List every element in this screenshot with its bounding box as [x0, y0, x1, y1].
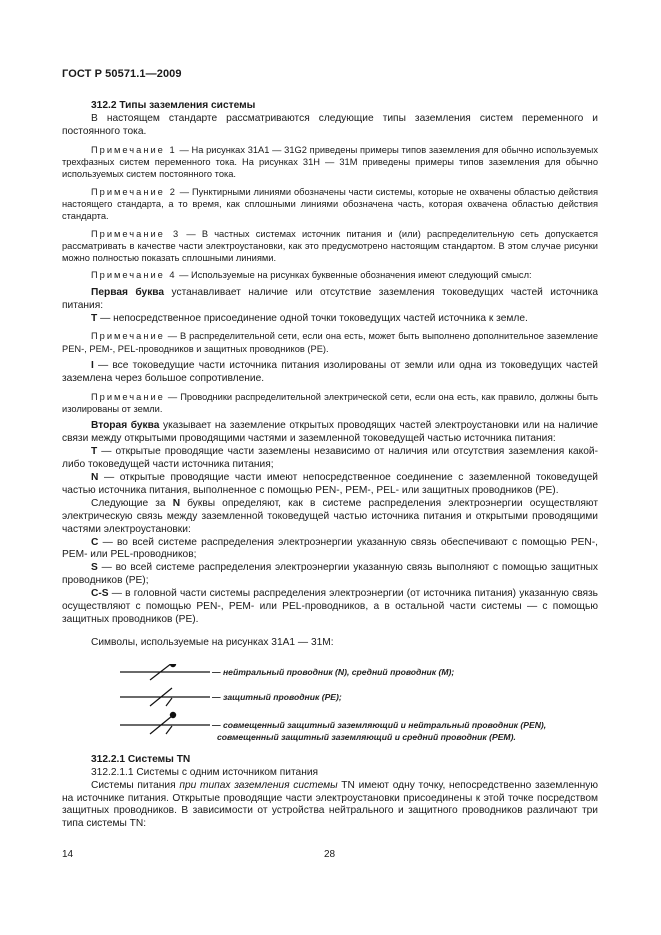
section-intro: В настоящем стандарте рассматриваются следующие типы заземления систем переменного и постоянного тока. — [62, 112, 598, 137]
legend-neutral: — нейтральный проводник (N), средний проводник (М); — [212, 666, 455, 677]
first-letter-note-2: Примечание — Проводники распределительной электрической сети, если она есть, как правило, должны быть изолированы от земли. — [62, 391, 598, 415]
combined-dot — [170, 712, 175, 717]
second-letter-paragraph: Вторая буква указывает на заземление открытых проводящих частей электроустановки или на наличие связи между открытыми проводящими частями и заземленной токоведущей частью источника питания: — [62, 420, 598, 445]
note-3: Примечание 3 — В частных системах источник питания и (или) распределительную сеть допускается рассматривать в качестве части электроустановки, как это предусмотрено настоящим стандартом. В этом случае рисунки можно полностью показать сплошными линиями. — [62, 228, 598, 264]
page-number-left: 14 — [62, 849, 74, 860]
document-header: ГОСТ Р 50571.1—2009 — [62, 68, 182, 80]
note-4: Примечание 4 — Используемые на рисунках буквенные обозначения имеют следующий смысл: — [91, 270, 532, 281]
second-letter-n: N — открытые проводящие части имеют непосредственное соединение с заземленной токоведущей частью источника питания, выполненное с помощью PEN-, PEM-, PEL- или защитных проводников (РЕ). — [62, 472, 598, 496]
page-number-center: 28 — [324, 849, 336, 860]
note-1: Примечание 1 — На рисунках 31А1 — 31G2 приведены примеры типов заземления для обычно используемых трехфазных систем переменного тока. На рисунках 31Н — 31М приведены примеры типов заземления для обычно используемых систем постоянного тока. — [62, 144, 598, 180]
document-body — [62, 100, 598, 831]
first-letter-paragraph: Первая буква устанавливает наличие или отсутствие заземления токоведущих частей источника питания: — [62, 286, 599, 311]
tn-paragraph: Системы питания при типах заземления системы TN имеют одну точку, непосредственно заземленную на источнике питания. Открытые проводящие части электроустановки присоединены к этой точке посредством защитных проводников. В зависимости от устройства нейтрального и защитного проводников различают три типа системы TN: — [62, 779, 598, 830]
protective-tick — [166, 698, 172, 706]
second-letter-after: Следующие за N буквы определяют, как в системе распределения электроэнергии осуществляют электрическую связь между заземленной токоведущей частью источника питания и открытыми проводящими частями электроустановки: — [62, 497, 598, 535]
second-letter-s: S — во всей системе распределения электроэнергии указанную связь выполняют с помощью защитных проводников (РЕ); — [62, 562, 598, 587]
legend-combined-2: совмещенный защитный заземляющий и средний проводник (PEM). — [217, 731, 516, 742]
second-letter-c: С — во всей системе распределения электроэнергии указанную связь обеспечивают с помощью PEN-, PEM- или PEL-проводников; — [62, 536, 598, 561]
symbols-legend — [62, 664, 598, 748]
symbols-intro: Символы, используемые на рисунках 31А1 — 31М: — [91, 636, 334, 648]
tn-subheading: 312.2.1.1 Системы с одним источником питания — [91, 766, 319, 778]
first-letter-i: I — все токоведущие части источника питания изолированы от земли или одна из токоведущих частей заземлена через большое сопротивление. — [62, 360, 598, 384]
combined-tick — [166, 726, 172, 734]
conductor-symbols-graphic — [120, 664, 215, 748]
note-2: Примечание 2 — Пунктирными линиями обозначены части системы, которые не охвачены областью действия настоящего стандарта, а то время, как сплошными линиями обозначена часть, которая охвачена областью действия стандарта. — [62, 186, 598, 222]
second-letter-t: Т — открытые проводящие части заземлены независимо от наличия или отсутствия заземления какой-либо токоведущей части источника питания; — [62, 446, 598, 471]
section-title: 312.2 Типы заземления системы — [91, 100, 256, 111]
legend-protective: — защитный проводник (РЕ); — [212, 691, 342, 702]
first-letter-t: Т — непосредственное присоединение одной точки токоведущих частей источника к земле. — [91, 312, 528, 324]
second-letter-cs: C-S — в головной части системы распределения электроэнергии (от источника питания) указанную связь осуществляют с помощью PEN-, PEM- или PEL-проводников, а в остальной части системы — с помощью защитных проводников (РЕ). — [62, 588, 598, 625]
first-letter-note: Примечание — В распределительной сети, если она есть, может быть выполнено дополнительное заземление PEN-, PEM-, PEL-проводников и защитных проводников (РЕ). — [62, 331, 598, 354]
legend-combined-1: — совмещенный защитный заземляющий и нейтральный проводник (PEN), — [212, 719, 547, 730]
tn-heading: 312.2.1 Системы TN — [91, 753, 191, 765]
neutral-dot — [170, 664, 175, 667]
